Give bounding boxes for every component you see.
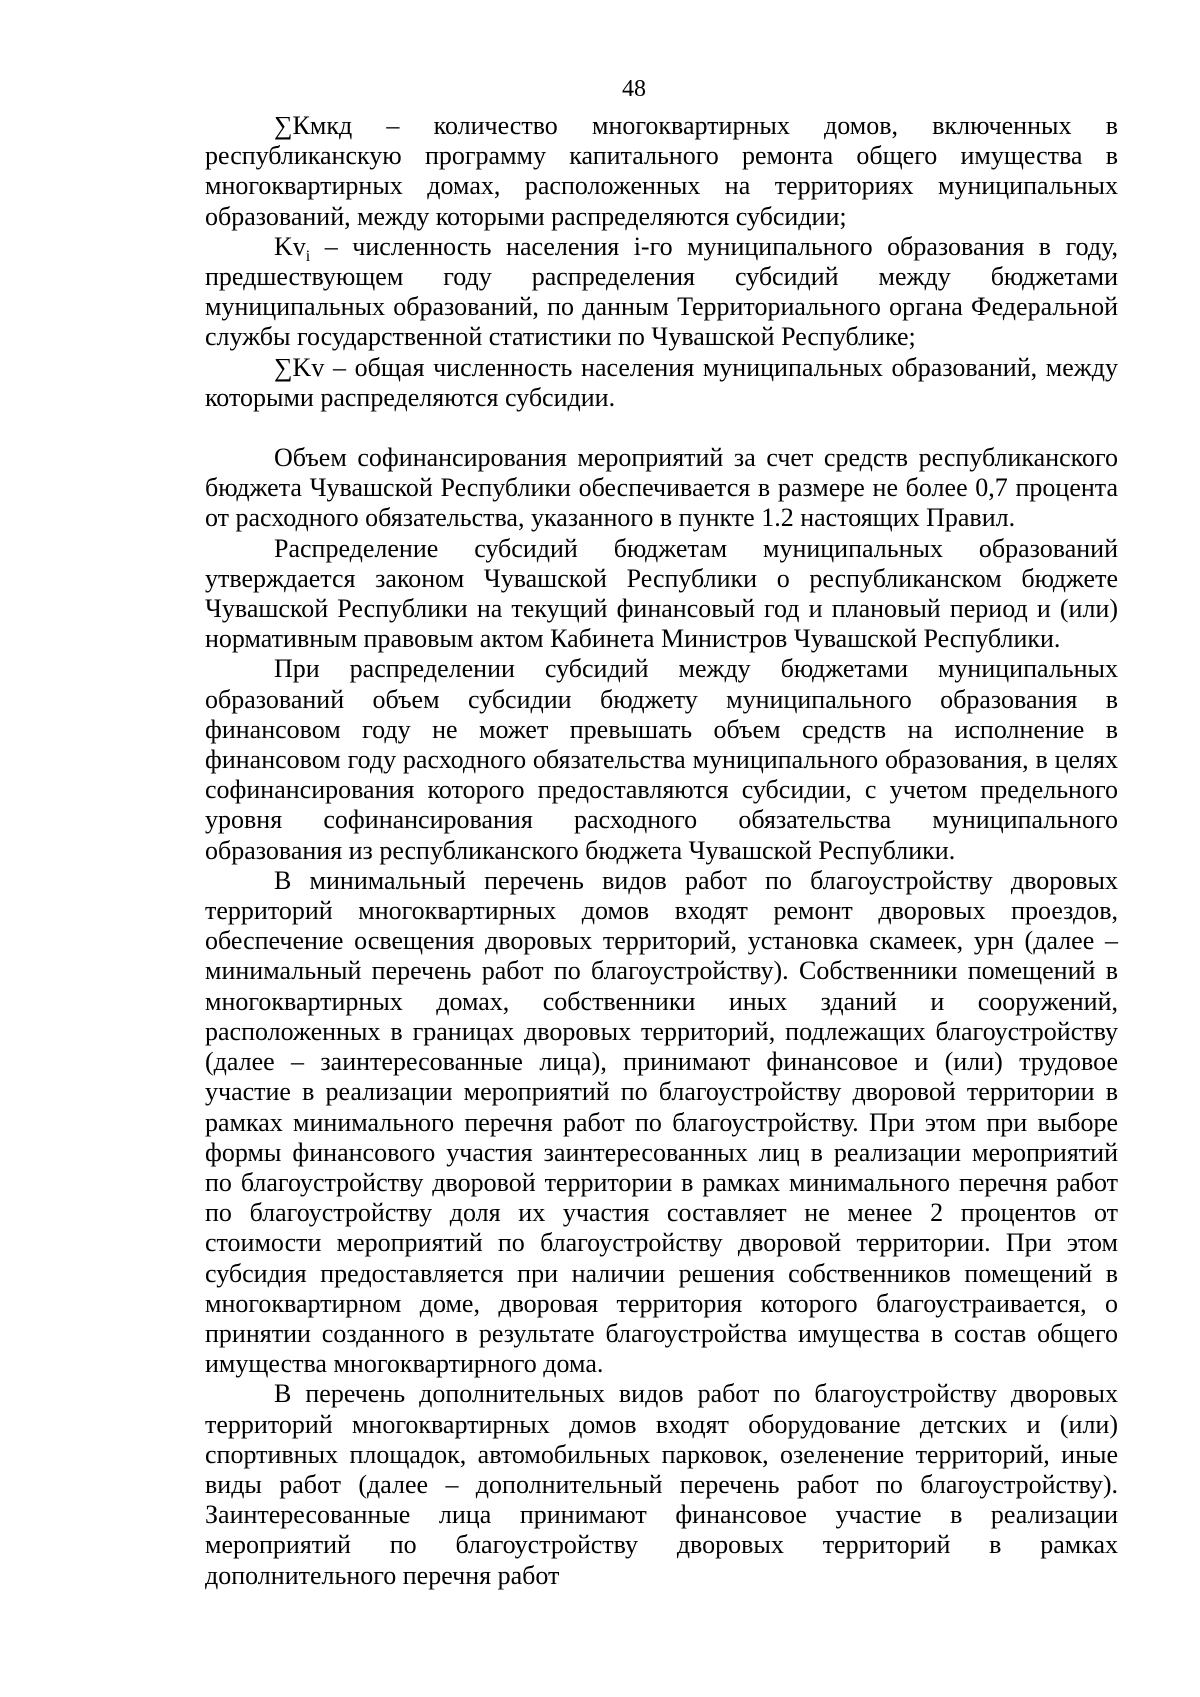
sum-symbol: ∑ — [274, 352, 293, 382]
paragraph-cofinancing: Объем софинансирования мероприятий за счет средств республиканского бюджета Чувашской Республики обеспечивается в размере не более 0,7 процента от расходного обязательства, указанного в пункте 1.2 настоящих Правил. — [205, 443, 1118, 533]
paragraph-kvi: $Kv_i$ – численность населения i-го муниципального образования в году, предшествующем году распределения субсидий между бюджетами муниципальных образований, по данным Территориального органа Федеральной службы государственной статистики по Чувашской Республике; — [205, 231, 1118, 352]
document-body — [205, 111, 1118, 1591]
page-number: 48 — [622, 76, 646, 102]
paragraph-minimal-list: В минимальный перечень видов работ по благоустройству дворовых территорий многоквартирных домов входят ремонт дворовых проездов, обеспечение освещения дворовых территорий, установка скамеек, урн (далее – минимальный перечень работ по благоустройству). Собственники помещений в многоквартирных домах, собственники иных зданий и сооружений, расположенных в границах дворовых территорий, подлежащих благоустройству (далее – заинтересованные лица), принимают финансовое и (или) трудовое участие в реализации мероприятий по благоустройству дворовой территории в рамках минимального перечня работ по благоустройству. При этом при выборе формы финансового участия заинтересованных лиц в реализации мероприятий по благоустройству дворовой территории в рамках минимального перечня работ по благоустройству доля их участия составляет не менее 2 процентов от стоимости мероприятий по благоустройству дворовой территории. При этом субсидия предоставляется при наличии решения собственников помещений в многоквартирном доме, дворовая территория которого благоустраивается, о принятии созданного в результате благоустройства имущества в состав общего имущества многоквартирного дома. — [205, 865, 1118, 1379]
paragraph-subsidy-limit: При распределении субсидий между бюджетами муниципальных образований объем субсидии бюджету муниципального образования в финансовом году не может превышать объем средств на исполнение в финансовом году расходного обязательства муниципального образования, в целях софинансирования которого предоставляются субсидии, с учетом предельного уровня софинансирования расходного обязательства муниципального образования из республиканского бюджета Чувашской Республики. — [205, 654, 1118, 865]
paragraph-sum-kmkd: ∑Кмкд – количество многоквартирных домов, включенных в республиканскую программу капитального ремонта общего имущества в многоквартирных домах, расположенных на территориях муниципальных образований, между которыми распределяются субсидии; — [205, 111, 1118, 231]
sum-symbol: ∑ — [274, 111, 293, 140]
paragraph-distribution: Распределение субсидий бюджетам муниципальных образований утверждается законом Чувашской Республики о республиканском бюджете Чувашской Республики на текущий финансовый год и плановый период и (или) нормативным правовым актом Кабинета Министров Чувашской Республики. — [205, 533, 1118, 654]
paragraph-additional-list: В перечень дополнительных видов работ по благоустройству дворовых территорий многоквартирных домов входят оборудование детских и (или) спортивных площадок, автомобильных парковок, озеленение территорий, иные виды работ (далее – дополнительный перечень работ по благоустройству). Заинтересованные лица принимают финансовое участие в реализации мероприятий по благоустройству дворовых территорий в рамках дополнительного перечня работ — [205, 1379, 1118, 1590]
blank-line — [205, 413, 1118, 443]
paragraph-sum-kv: ∑Kv – общая численность населения муниципальных образований, между которыми распределяются субсидии. — [205, 352, 1118, 412]
